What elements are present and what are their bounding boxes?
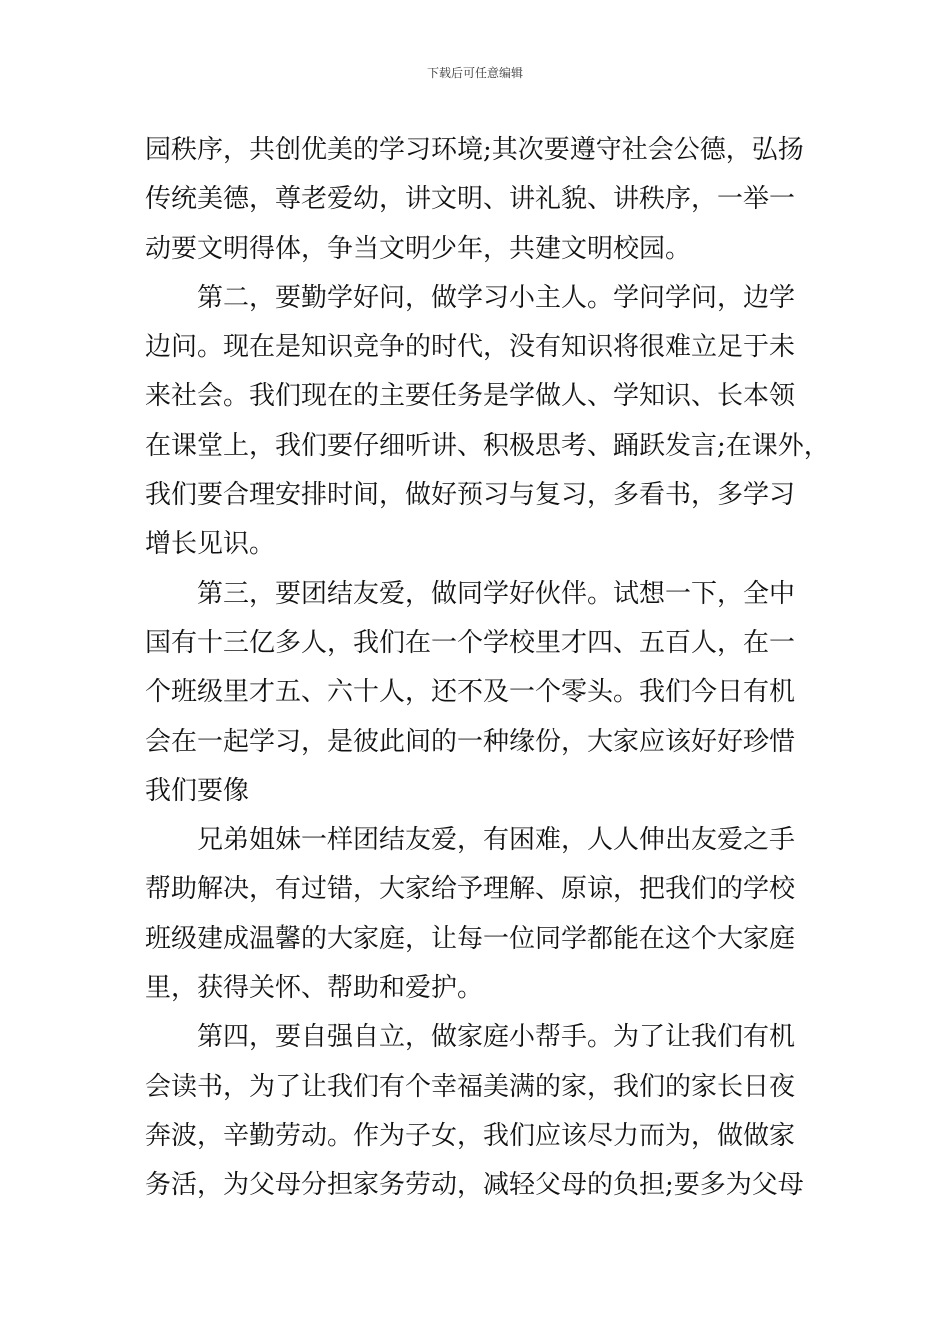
text-line: 里，获得关怀、帮助和爱护。 (145, 973, 484, 1004)
text-line: 国有十三亿多人，我们在一个学校里才四、五百人，在一 (145, 627, 796, 658)
text-line: 我们要像 (145, 775, 250, 806)
text-line: 来社会。我们现在的主要任务是学做人、学知识、长本领 (145, 381, 796, 412)
text-line: 传统美德，尊老爱幼，讲文明、讲礼貌、讲秩序，一举一 (145, 184, 796, 215)
text-line: 园秩序，共创优美的学习环境;其次要遵守社会公德，弘扬 (145, 135, 804, 165)
paragraph-start-line: 第二，要勤学好问，做学习小主人。学问学问，边学 (197, 282, 796, 313)
text-line: 在课堂上，我们要仔细听讲、积极思考、踊跃发言;在课外， (145, 430, 830, 461)
text-line: 务活，为父母分担家务劳动，减轻父母的负担;要多为父母 (145, 1170, 804, 1201)
paragraph-start-line: 兄弟姐妹一样团结友爱，有困难，人人伸出友爱之手 (197, 825, 796, 856)
text-line: 动要文明得体，争当文明少年，共建文明校园。 (145, 233, 692, 264)
paragraph-start-line: 第四，要自强自立，做家庭小帮手。为了让我们有机 (197, 1022, 796, 1053)
text-line: 会在一起学习，是彼此间的一种缘份，大家应该好好珍惜 (145, 726, 796, 757)
text-line: 个班级里才五、六十人，还不及一个零头。我们今日有机 (145, 677, 796, 708)
text-line: 边问。现在是知识竞争的时代，没有知识将很难立足于未 (145, 332, 796, 363)
document-body (145, 126, 830, 1211)
text-line: 班级建成温馨的大家庭，让每一位同学都能在这个大家庭 (145, 923, 796, 954)
text-line: 会读书，为了让我们有个幸福美满的家，我们的家长日夜 (145, 1071, 796, 1102)
paragraph-start-line: 第三，要团结友爱，做同学好伙伴。试想一下，全中 (197, 578, 796, 609)
text-line: 帮助解决，有过错，大家给予理解、原谅，把我们的学校 (145, 874, 796, 905)
text-line: 我们要合理安排时间，做好预习与复习，多看书，多学习 (145, 480, 796, 511)
text-line: 奔波，辛勤劳动。作为子女，我们应该尽力而为，做做家 (145, 1120, 796, 1151)
page-header: 下载后可任意编辑 (426, 66, 523, 80)
text-line: 增长见识。 (145, 529, 276, 560)
